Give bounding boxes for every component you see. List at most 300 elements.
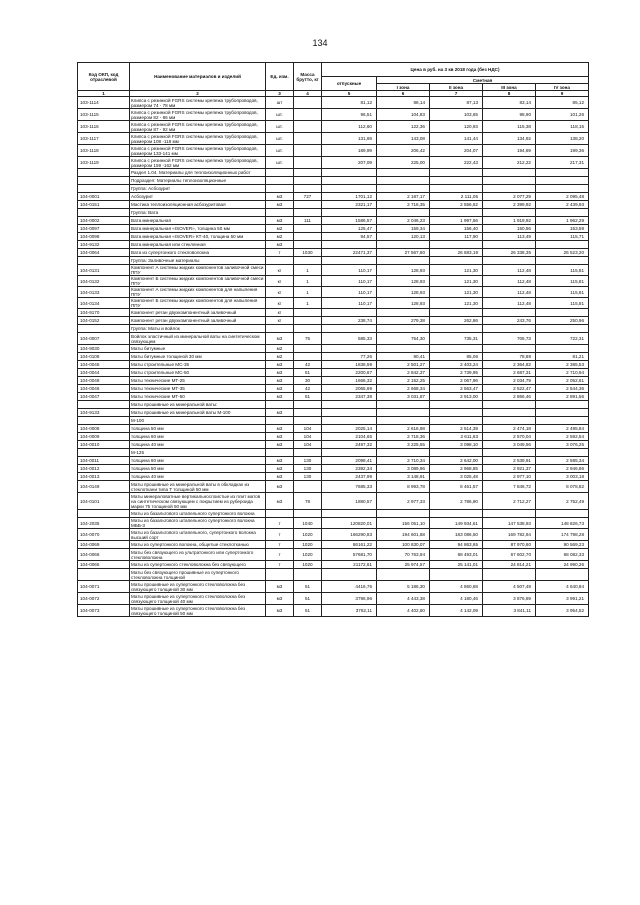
cell-zone3-price: 2 687,31	[483, 369, 536, 377]
cell-zone4-price	[536, 309, 589, 317]
cell-zone4-price: 8 078,82	[536, 481, 589, 493]
cell-release-price: 2200,67	[322, 369, 377, 377]
table-row	[78, 257, 589, 265]
cell-mass: 1020	[294, 561, 322, 569]
cell-name: Клипса с резинкой FGRS системы крепежа трубопроводов, размером 74 - 78 мм	[130, 97, 266, 109]
table-row	[78, 473, 589, 481]
cell-mass: 75	[294, 333, 322, 345]
table-row	[78, 561, 589, 569]
cell-zone3-price	[483, 417, 536, 425]
cell-release-price	[322, 345, 377, 353]
cell-zone1-price: 25 974,57	[377, 561, 430, 569]
cell-mass	[294, 121, 322, 133]
cell-zone4-price	[536, 510, 589, 518]
cell-code: 104-0066	[78, 549, 130, 561]
column-number: 7	[430, 91, 483, 97]
cell-unit: м3	[266, 441, 294, 449]
cell-mass: 78	[294, 493, 322, 510]
cell-zone1-price: 2 710,34	[377, 457, 430, 465]
cell-zone3-price	[483, 409, 536, 417]
cell-zone3-price: 83,14	[483, 97, 536, 109]
cell-zone3-price: 3 841,11	[483, 605, 536, 617]
cell-zone1-price: 27 567,80	[377, 249, 430, 257]
cell-name: Маты без связующего прошивные из супертонкого стекловолокна толщиной	[130, 569, 266, 581]
table-row	[78, 541, 589, 549]
table-row	[78, 233, 589, 241]
cell-code	[78, 257, 130, 265]
cell-zone2-price: 2 067,96	[430, 377, 483, 385]
cell-zone3-price: 212,22	[483, 157, 536, 169]
cell-zone1-price: 100 830,07	[377, 541, 430, 549]
cell-zone2-price: 262,86	[430, 317, 483, 325]
cell-name: Маты прошивные из супертонкого стекловолокна без связующего толщиной 40 мм	[130, 593, 266, 605]
cell-zone3-price	[483, 169, 536, 177]
cell-unit	[266, 209, 294, 217]
cell-zone2-price: 156,40	[430, 225, 483, 233]
cell-code: 104-0134	[78, 298, 130, 309]
cell-name: М-125	[130, 449, 266, 457]
cell-release-price: 1880,57	[322, 493, 377, 510]
cell-zone3-price: 113,49	[483, 233, 536, 241]
cell-zone2-price	[430, 185, 483, 193]
cell-release-price: 110,17	[322, 265, 377, 276]
cell-release-price	[322, 241, 377, 249]
cell-code	[78, 449, 130, 457]
cell-unit	[266, 417, 294, 425]
cell-zone1-price: 206,42	[377, 145, 430, 157]
cell-unit: м3	[266, 493, 294, 510]
cell-mass	[294, 510, 322, 518]
cell-zone4-price: 24 990,26	[536, 561, 589, 569]
table-row	[78, 441, 589, 449]
table-row	[78, 417, 589, 425]
cell-zone1-price: 3 225,55	[377, 441, 430, 449]
cell-name: Маты прошивные из минеральной ваты М-100	[130, 409, 266, 417]
cell-code: 103-1115	[78, 109, 130, 121]
cell-zone3-price	[483, 510, 536, 518]
cell-unit: шт.	[266, 145, 294, 157]
table-row	[78, 518, 589, 529]
cell-zone1-price: 8 993,78	[377, 481, 430, 493]
cell-zone1-price: 156 051,10	[377, 518, 430, 529]
cell-release-price: 1586,57	[322, 217, 377, 225]
cell-unit: т	[266, 529, 294, 541]
cell-zone1-price: 2 716,35	[377, 201, 430, 209]
cell-code: 104-9170	[78, 309, 130, 317]
cell-unit: т	[266, 518, 294, 529]
cell-unit: м3	[266, 193, 294, 201]
cell-zone3-price: 115,38	[483, 121, 536, 133]
cell-zone2-price: 2 739,95	[430, 369, 483, 377]
cell-mass	[294, 145, 322, 157]
cell-name: Маты из базальтового штапельного, супертонкого волокна высший сорт	[130, 529, 266, 541]
column-number: 5	[322, 91, 377, 97]
cell-zone1-price: 120,13	[377, 233, 430, 241]
cell-zone1-price: 128,93	[377, 298, 430, 309]
cell-zone3-price	[483, 185, 536, 193]
cell-mass	[294, 345, 322, 353]
cell-code: 104-0001	[78, 193, 130, 201]
header-price-group: Цена в руб. на 3 кв 2018 года (без НДС)	[322, 63, 589, 77]
cell-code: 104-0009	[78, 433, 130, 441]
table-row	[78, 201, 589, 209]
cell-mass	[294, 317, 322, 325]
cell-unit: т	[266, 249, 294, 257]
cell-zone4-price: 153,59	[536, 225, 589, 233]
cell-zone4-price: 3 991,21	[536, 593, 589, 605]
cell-zone4-price: 3 003,18	[536, 473, 589, 481]
table-row	[78, 241, 589, 249]
cell-release-price: 21172,61	[322, 561, 377, 569]
cell-zone4-price	[536, 185, 589, 193]
header-mass: Масса брутто, кг	[294, 63, 322, 91]
cell-zone2-price: 121,30	[430, 287, 483, 298]
cell-name: Клипса с резинкой FGRS системы крепежа трубопроводов, размером 133-141 мм	[130, 145, 266, 157]
cell-zone1-price	[377, 169, 430, 177]
cell-zone4-price: 199,36	[536, 145, 589, 157]
cell-release-price: 112,60	[322, 121, 377, 133]
cell-unit	[266, 257, 294, 265]
cell-zone2-price: 68 493,01	[430, 549, 483, 561]
cell-zone2-price: 2 403,24	[430, 361, 483, 369]
cell-zone4-price: 250,96	[536, 317, 589, 325]
cell-name: Компонент ретан двухкомпонентный заливочный	[130, 317, 266, 325]
column-number: 8	[483, 91, 536, 97]
cell-release-price: 1666,32	[322, 377, 377, 385]
cell-zone2-price: 204,07	[430, 145, 483, 157]
cell-release-price	[322, 257, 377, 265]
cell-name: толщина 50 мм	[130, 425, 266, 433]
cell-code: 104-0108	[78, 353, 130, 361]
cell-zone4-price: 2 544,36	[536, 385, 589, 393]
cell-mass: 727	[294, 193, 322, 201]
cell-zone1-price: 122,36	[377, 121, 430, 133]
cell-zone4-price: 2 439,93	[536, 201, 589, 209]
cell-zone1-price: 3 031,87	[377, 393, 430, 401]
cell-mass	[294, 109, 322, 121]
cell-code: 104-0073	[78, 605, 130, 617]
header-zone2: II зона	[430, 84, 483, 91]
cell-zone4-price: 148 826,73	[536, 518, 589, 529]
cell-unit: м3	[266, 581, 294, 593]
cell-release-price: 96,51	[322, 109, 377, 121]
cell-zone4-price: 2 495,84	[536, 425, 589, 433]
cell-code: 104-0046	[78, 385, 130, 393]
cell-name: Войлок эластичный из минеральной ваты на синтетическом связующем	[130, 333, 266, 345]
cell-zone4-price	[536, 169, 589, 177]
cell-unit: м3	[266, 593, 294, 605]
table-row	[78, 593, 589, 605]
cell-release-price: 2437,99	[322, 473, 377, 481]
cell-unit: м2	[266, 225, 294, 233]
cell-zone3-price: 243,76	[483, 317, 536, 325]
cell-zone3-price: 24 814,21	[483, 561, 536, 569]
cell-release-price: 2104,65	[322, 433, 377, 441]
cell-unit: шт	[266, 97, 294, 109]
cell-zone1-price: 88,14	[377, 97, 430, 109]
cell-zone3-price: 3 049,56	[483, 441, 536, 449]
cell-release-price: 22471,37	[322, 249, 377, 257]
cell-zone1-price	[377, 449, 430, 457]
cell-zone3-price: 87 970,60	[483, 541, 536, 549]
cell-release-price: 125,47	[322, 225, 377, 233]
cell-zone2-price: 222,43	[430, 157, 483, 169]
cell-name: Вата минеральная или стеклянная	[130, 241, 266, 249]
cell-zone1-price: 128,93	[377, 287, 430, 298]
cell-name: Асбозурит	[130, 193, 266, 201]
cell-release-price: 207,09	[322, 157, 377, 169]
cell-unit: м3	[266, 377, 294, 385]
header-estimated: Сметная	[377, 77, 589, 84]
cell-mass	[294, 481, 322, 493]
table-row	[78, 169, 589, 177]
cell-unit	[266, 569, 294, 581]
cell-zone2-price: 735,31	[430, 333, 483, 345]
cell-zone1-price: 225,00	[377, 157, 430, 169]
cell-code: 104-0152	[78, 317, 130, 325]
cell-name: Вата минеральная «ISOVER», толщина 50 мм	[130, 225, 266, 233]
cell-zone1-price	[377, 417, 430, 425]
table-row	[78, 217, 589, 225]
cell-name: Маты из базальтового штапельного супертонкого волокна МББ-3	[130, 518, 266, 529]
cell-mass: 51	[294, 393, 322, 401]
cell-code: 104-0069	[78, 541, 130, 549]
cell-zone2-price: 4 142,09	[430, 605, 483, 617]
cell-name: Маты строительные МС-50	[130, 369, 266, 377]
cell-zone2-price: 121,30	[430, 298, 483, 309]
table-row	[78, 493, 589, 510]
cell-zone3-price: 150,56	[483, 225, 536, 233]
cell-mass: 111	[294, 217, 322, 225]
table-row	[78, 569, 589, 581]
cell-name: Маты без связующего из ультратонкого или супертонкого стекловолокна	[130, 549, 266, 561]
cell-unit	[266, 169, 294, 177]
cell-release-price	[322, 185, 377, 193]
cell-name: Клипса с резинкой FGRS системы крепежа трубопроводов, размером 108 -118 мм	[130, 133, 266, 145]
cell-zone1-price	[377, 257, 430, 265]
cell-release-price: 7685,33	[322, 481, 377, 493]
cell-zone3-price: 3 876,69	[483, 593, 536, 605]
cell-unit: м3	[266, 385, 294, 393]
cell-mass: 42	[294, 385, 322, 393]
table-row	[78, 209, 589, 217]
cell-zone3-price: 2 921,37	[483, 465, 536, 473]
cell-name: Клипса с резинкой FGRS системы крепежа трубопроводов, размером 159 -162 мм	[130, 157, 266, 169]
cell-release-price: 57681,70	[322, 549, 377, 561]
cell-zone1-price: 104,83	[377, 109, 430, 121]
cell-unit: кг	[266, 309, 294, 317]
cell-zone1-price: 2 152,25	[377, 377, 430, 385]
header-zone3: III зона	[483, 84, 536, 91]
cell-zone3-price: 26 338,35	[483, 249, 536, 257]
cell-zone3-price	[483, 345, 536, 353]
table-row	[78, 393, 589, 401]
column-number: 4	[294, 91, 322, 97]
cell-zone3-price: 2 474,18	[483, 425, 536, 433]
cell-zone2-price: 183 086,50	[430, 529, 483, 541]
cell-release-price	[322, 510, 377, 518]
header-unit: Ед. изм.	[266, 63, 294, 91]
cell-zone4-price	[536, 449, 589, 457]
cell-code: 103-1118	[78, 145, 130, 157]
cell-release-price: 2025,14	[322, 425, 377, 433]
cell-release-price: 2497,32	[322, 441, 377, 449]
cell-release-price: 3762,11	[322, 605, 377, 617]
table-row	[78, 276, 589, 287]
cell-zone2-price	[430, 510, 483, 518]
cell-code: 104-0064	[78, 249, 130, 257]
cell-zone2-price: 2 786,90	[430, 493, 483, 510]
cell-unit: м3	[266, 393, 294, 401]
cell-zone1-price: 2 187,17	[377, 193, 430, 201]
table-row	[78, 369, 589, 377]
cell-zone4-price: 118,15	[536, 121, 589, 133]
cell-code	[78, 510, 130, 518]
cell-mass	[294, 353, 322, 361]
cell-name: Клипса с резинкой FGRS системы крепежа трубопроводов, размером 87 - 92 мм	[130, 121, 266, 133]
cell-zone1-price	[377, 409, 430, 417]
cell-release-price	[322, 169, 377, 177]
cell-name: Маты строительные МС-35	[130, 361, 266, 369]
table-row	[78, 157, 589, 169]
cell-zone3-price	[483, 325, 536, 333]
cell-zone4-price: 3 076,25	[536, 441, 589, 449]
cell-zone2-price	[430, 345, 483, 353]
cell-zone4-price: 115,81	[536, 265, 589, 276]
cell-code	[78, 417, 130, 425]
cell-zone4-price	[536, 325, 589, 333]
cell-mass: 130	[294, 457, 322, 465]
table-row	[78, 325, 589, 333]
table-row	[78, 287, 589, 298]
cell-zone4-price: 722,31	[536, 333, 589, 345]
cell-zone2-price	[430, 569, 483, 581]
cell-zone2-price	[430, 169, 483, 177]
cell-zone1-price	[377, 177, 430, 185]
cell-name: Вата минеральная	[130, 217, 266, 225]
cell-zone1-price: 2 501,27	[377, 361, 430, 369]
cell-zone1-price: 194 601,68	[377, 529, 430, 541]
cell-zone3-price: 169 782,94	[483, 529, 536, 541]
cell-zone3-price: 134,92	[483, 133, 536, 145]
cell-mass: 1020	[294, 549, 322, 561]
table-row	[78, 449, 589, 457]
cell-mass	[294, 233, 322, 241]
cell-zone1-price: 2 616,98	[377, 425, 430, 433]
cell-unit: м3	[266, 457, 294, 465]
cell-zone4-price: 2 891,56	[536, 393, 589, 401]
cell-mass: 130	[294, 465, 322, 473]
cell-zone1-price: 3 089,96	[377, 465, 430, 473]
cell-unit: м3	[266, 465, 294, 473]
cell-code: 104-9133	[78, 409, 130, 417]
cell-release-price: 81,12	[322, 97, 377, 109]
cell-code: 104-0072	[78, 593, 130, 605]
cell-name: Компонент А системы жидких компонентов заливочной смеси ППУ	[130, 265, 266, 276]
cell-zone3-price: 2 034,79	[483, 377, 536, 385]
cell-zone3-price: 147 538,93	[483, 518, 536, 529]
cell-zone4-price: 81,21	[536, 353, 589, 361]
cell-release-price: 110,17	[322, 287, 377, 298]
cell-zone4-price	[536, 417, 589, 425]
cell-zone3-price: 706,73	[483, 333, 536, 345]
cell-zone4-price: 90 569,23	[536, 541, 589, 549]
cell-zone3-price	[483, 209, 536, 217]
cell-release-price	[322, 401, 377, 409]
cell-code: 104-0151	[78, 201, 130, 209]
cell-zone2-price: 2 111,05	[430, 193, 483, 201]
cell-zone2-price: 3 025,48	[430, 473, 483, 481]
cell-unit: шт.	[266, 157, 294, 169]
cell-mass: 1020	[294, 541, 322, 549]
cell-mass	[294, 209, 322, 217]
cell-code: 104-0131	[78, 265, 130, 276]
cell-zone1-price	[377, 401, 430, 409]
table-row	[78, 377, 589, 385]
table-row	[78, 265, 589, 276]
cell-mass	[294, 417, 322, 425]
cell-zone2-price: 117,90	[430, 233, 483, 241]
cell-name: Компонент ретан двухкомпонентный заливочный	[130, 309, 266, 317]
cell-zone3-price: 112,48	[483, 287, 536, 298]
cell-release-price: 94,57	[322, 233, 377, 241]
cell-zone3-price: 2 539,91	[483, 457, 536, 465]
cell-zone2-price: 2 968,85	[430, 465, 483, 473]
cell-unit	[266, 177, 294, 185]
cell-code: 104-0097	[78, 225, 130, 233]
cell-code: 104-9132	[78, 241, 130, 249]
cell-mass	[294, 169, 322, 177]
cell-code	[78, 401, 130, 409]
header-zone4: IV зона	[536, 84, 589, 91]
cell-release-price: 110,17	[322, 298, 377, 309]
cell-zone4-price: 174 798,28	[536, 529, 589, 541]
header-name: Наименование материалов и изделий	[130, 63, 266, 91]
cell-unit: шт.	[266, 133, 294, 145]
cell-mass	[294, 177, 322, 185]
table-row	[78, 433, 589, 441]
cell-name: Маты технические МТ-50	[130, 393, 266, 401]
cell-mass: 1	[294, 287, 322, 298]
cell-zone2-price: 85,06	[430, 353, 483, 361]
cell-zone4-price: 2 946,86	[536, 465, 589, 473]
cell-code: 104-0048	[78, 377, 130, 385]
cell-unit: м3	[266, 473, 294, 481]
cell-mass: 30	[294, 377, 322, 385]
cell-zone3-price: 194,69	[483, 145, 536, 157]
cell-zone4-price	[536, 241, 589, 249]
cell-zone1-price: 5 186,30	[377, 581, 430, 593]
table-row	[78, 605, 589, 617]
cell-zone1-price: 128,93	[377, 276, 430, 287]
cell-zone2-price: 2 556,62	[430, 201, 483, 209]
cell-zone2-price: 2 514,39	[430, 425, 483, 433]
cell-unit: м3	[266, 241, 294, 249]
cell-unit	[266, 449, 294, 457]
cell-unit: м3	[266, 433, 294, 441]
table-row	[78, 510, 589, 518]
cell-zone4-price	[536, 177, 589, 185]
cell-zone3-price: 7 846,72	[483, 481, 536, 493]
cell-zone2-price: 2 642,00	[430, 457, 483, 465]
cell-zone4-price: 2 585,34	[536, 457, 589, 465]
cell-zone1-price: 279,38	[377, 317, 430, 325]
cell-zone3-price: 78,88	[483, 353, 536, 361]
cell-code: 103-1117	[78, 133, 130, 145]
table-row	[78, 481, 589, 493]
cell-code: 104-0002	[78, 217, 130, 225]
cell-zone1-price	[377, 209, 430, 217]
